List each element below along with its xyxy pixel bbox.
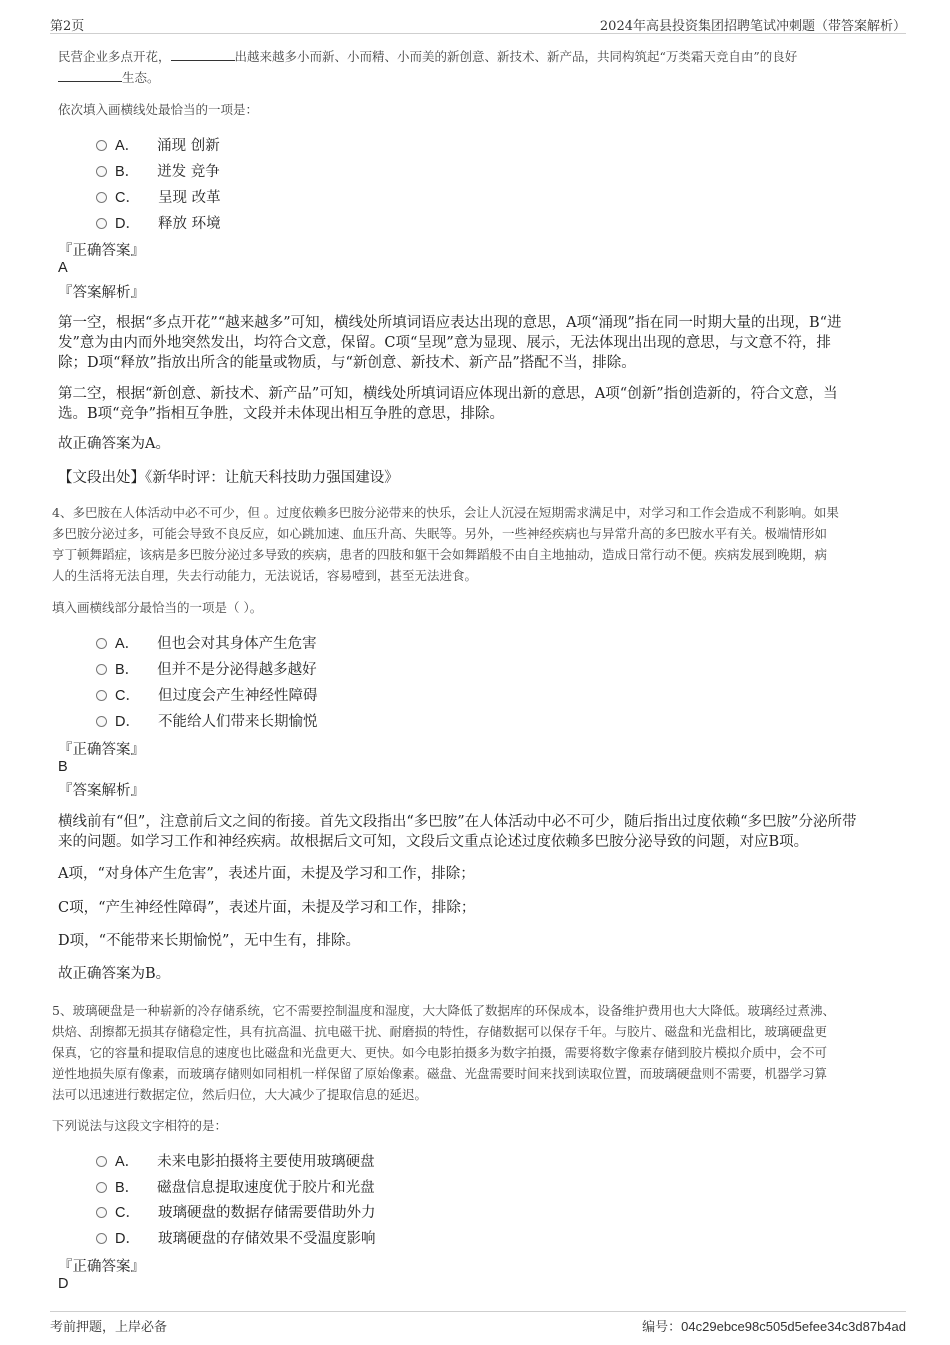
- radio-icon[interactable]: [96, 140, 107, 151]
- q4-option-b[interactable]: B． 但并不是分泌得越多越好: [96, 658, 317, 680]
- q4-analysis-d: D项，“不能带来长期愉悦”，无中生有，排除。: [58, 933, 360, 949]
- q3-option-d[interactable]: D． 释放 环境: [96, 212, 221, 234]
- q3-stem: 民营企业多点开花， 出越来越多小而新、小而精、小而美的新创意、新技术、新产品，共同构筑起“万类霜天竞自由”的良好 生态。: [58, 49, 798, 85]
- q5-prompt: 下列说法与这段文字相符的是：: [52, 1118, 228, 1133]
- q4-analysis-label: 『答案解析』: [58, 783, 145, 799]
- blank-line: [58, 70, 122, 82]
- q3-answer: A: [58, 260, 68, 276]
- q5-stem: 5、玻璃硬盘是一种崭新的冷存储系统，它不需要控制温度和湿度，大大降低了数据库的环保成本，设备维护费用也大大降低。玻璃经过煮沸、 烘焙、刮擦都无损其存储稳定性，具有抗高温、抗电磁干扰、耐磨损的特性，存储数据可以保存千年。与胶片、磁盘和光盘相比，玻璃硬盘更 保真，它的容量和提取信息的速度也比磁盘和光盘更大、更快。如今电影拍摄多为数字拍摄，需要将数字像素存储到胶片模拟介质中，会不可 逆性地损失原有像素，而玻璃存储则如同相机一样保留了原始像素。磁盘、光盘需要时间来找到读取位置，而玻璃硬盘则不需要，机器学习算 法可以迅速进行数据定位，然后归位，大大减少了提取信息的延迟。: [52, 1003, 835, 1102]
- document-code: 编号：04c29ebce98c505d5efee34c3d87b4ad: [642, 1319, 906, 1335]
- page-header: [50, 12, 906, 34]
- radio-icon[interactable]: [96, 1233, 107, 1244]
- page-footer: [50, 1311, 906, 1337]
- q3-option-a[interactable]: A． 涌现 创新: [96, 134, 220, 156]
- radio-icon[interactable]: [96, 1207, 107, 1218]
- q3-option-b[interactable]: B． 迸发 竞争: [96, 160, 220, 182]
- q4-analysis-c: C项，“产生神经性障碍”，表述片面，未提及学习和工作，排除；: [58, 900, 476, 916]
- document-title: 2024年高县投资集团招聘笔试冲刺题（带答案解析）: [599, 19, 906, 34]
- q3-answer-label: 『正确答案』: [58, 243, 145, 259]
- q4-analysis-a: A项，“对身体产生危害”，表述片面，未提及学习和工作，排除；: [58, 866, 475, 882]
- radio-icon[interactable]: [96, 664, 107, 675]
- q3-option-c[interactable]: C． 呈现 改革: [96, 186, 221, 208]
- q4-option-d[interactable]: D． 不能给人们带来长期愉悦: [96, 710, 317, 732]
- q5-option-b[interactable]: B． 磁盘信息提取速度优于胶片和光盘: [96, 1176, 375, 1198]
- q3-conclusion: 故正确答案为A。: [58, 436, 170, 452]
- radio-icon[interactable]: [96, 716, 107, 727]
- q5-option-c[interactable]: C． 玻璃硬盘的数据存储需要借助外力: [96, 1201, 375, 1223]
- radio-icon[interactable]: [96, 1182, 107, 1193]
- radio-icon[interactable]: [96, 166, 107, 177]
- q3-source: 【文段出处】《新华时评：让航天科技助力强国建设》: [58, 470, 399, 486]
- q5-answer-label: 『正确答案』: [58, 1259, 145, 1275]
- q4-prompt: 填入画横线部分最恰当的一项是（ ）。: [52, 600, 263, 615]
- radio-icon[interactable]: [96, 690, 107, 701]
- q4-answer: B: [58, 759, 68, 775]
- q4-option-c[interactable]: C． 但过度会产生神经性障碍: [96, 684, 317, 706]
- q3-analysis-para-2: 第二空，根据“新创意、新技术、新产品”可知，横线处所填词语应体现出新的意思，A项“创新”指创造新的，符合文意，当 选。B项“竞争”指相互争胜，文段并未体现出相互争胜的意思，排除。: [58, 386, 838, 422]
- radio-icon[interactable]: [96, 1156, 107, 1167]
- q3-prompt: 依次填入画横线处最恰当的一项是：: [58, 102, 259, 117]
- q4-option-a[interactable]: A． 但也会对其身体产生危害: [96, 632, 317, 654]
- radio-icon[interactable]: [96, 638, 107, 649]
- q4-stem: 4、多巴胺在人体活动中必不可少，但 。过度依赖多巴胺分泌带来的快乐，会让人沉浸在短期需求满足中，对学习和工作会造成不利影响。如果 多巴胺分泌过多，可能会导致不良反应，如心跳加速、血压升高、失眠等。另外，一些神经疾病也与异常升高的多巴胺水平有关。极端情形如 亨丁顿舞蹈症，该病是多巴胺分泌过多导致的疾病，患者的四肢和躯干会如舞蹈般不由自主地抽动，造成日常行动不便。疾病发展到晚期，病 人的生活将无法自理，失去行动能力，无法说话，容易噎到，甚至无法进食。: [52, 505, 839, 583]
- page-number: 第2页: [50, 19, 85, 34]
- radio-icon[interactable]: [96, 218, 107, 229]
- radio-icon[interactable]: [96, 192, 107, 203]
- q4-conclusion: 故正确答案为B。: [58, 966, 171, 982]
- q3-analysis-para-1: 第一空，根据“多点开花”“越来越多”可知，横线处所填词语应表达出现的意思，A项“涌现”指在同一时期大量的出现，B“进 发”意为由内而外地突然发出，均符合文意，保留。C项“呈现”意为显现、展示，无法体现出出现的意思，与文意不符，排 除；D项“释放”指放出所含的能量或物质，与“新创意、新技术、新产品”搭配不当，排除。: [58, 315, 842, 371]
- q5-option-d[interactable]: D． 玻璃硬盘的存储效果不受温度影响: [96, 1227, 375, 1249]
- blank-line: [171, 49, 235, 61]
- q3-analysis-label: 『答案解析』: [58, 285, 145, 301]
- q4-answer-label: 『正确答案』: [58, 742, 145, 758]
- q5-answer: D: [58, 1276, 69, 1292]
- q5-option-a[interactable]: A． 未来电影拍摄将主要使用玻璃硬盘: [96, 1150, 375, 1172]
- q4-analysis-para-1: 横线前有“但”，注意前后文之间的衔接。首先文段指出“多巴胺”在人体活动中必不可少，随后指出过度依赖“多巴胺”分泌所带 来的问题。如学习工作和神经疾病。故根据后文可知，文段后文重点论述过度依赖多巴胺分泌导致的问题，对应B项。: [58, 814, 857, 850]
- footer-slogan: 考前押题，上岸必备: [50, 1320, 168, 1335]
